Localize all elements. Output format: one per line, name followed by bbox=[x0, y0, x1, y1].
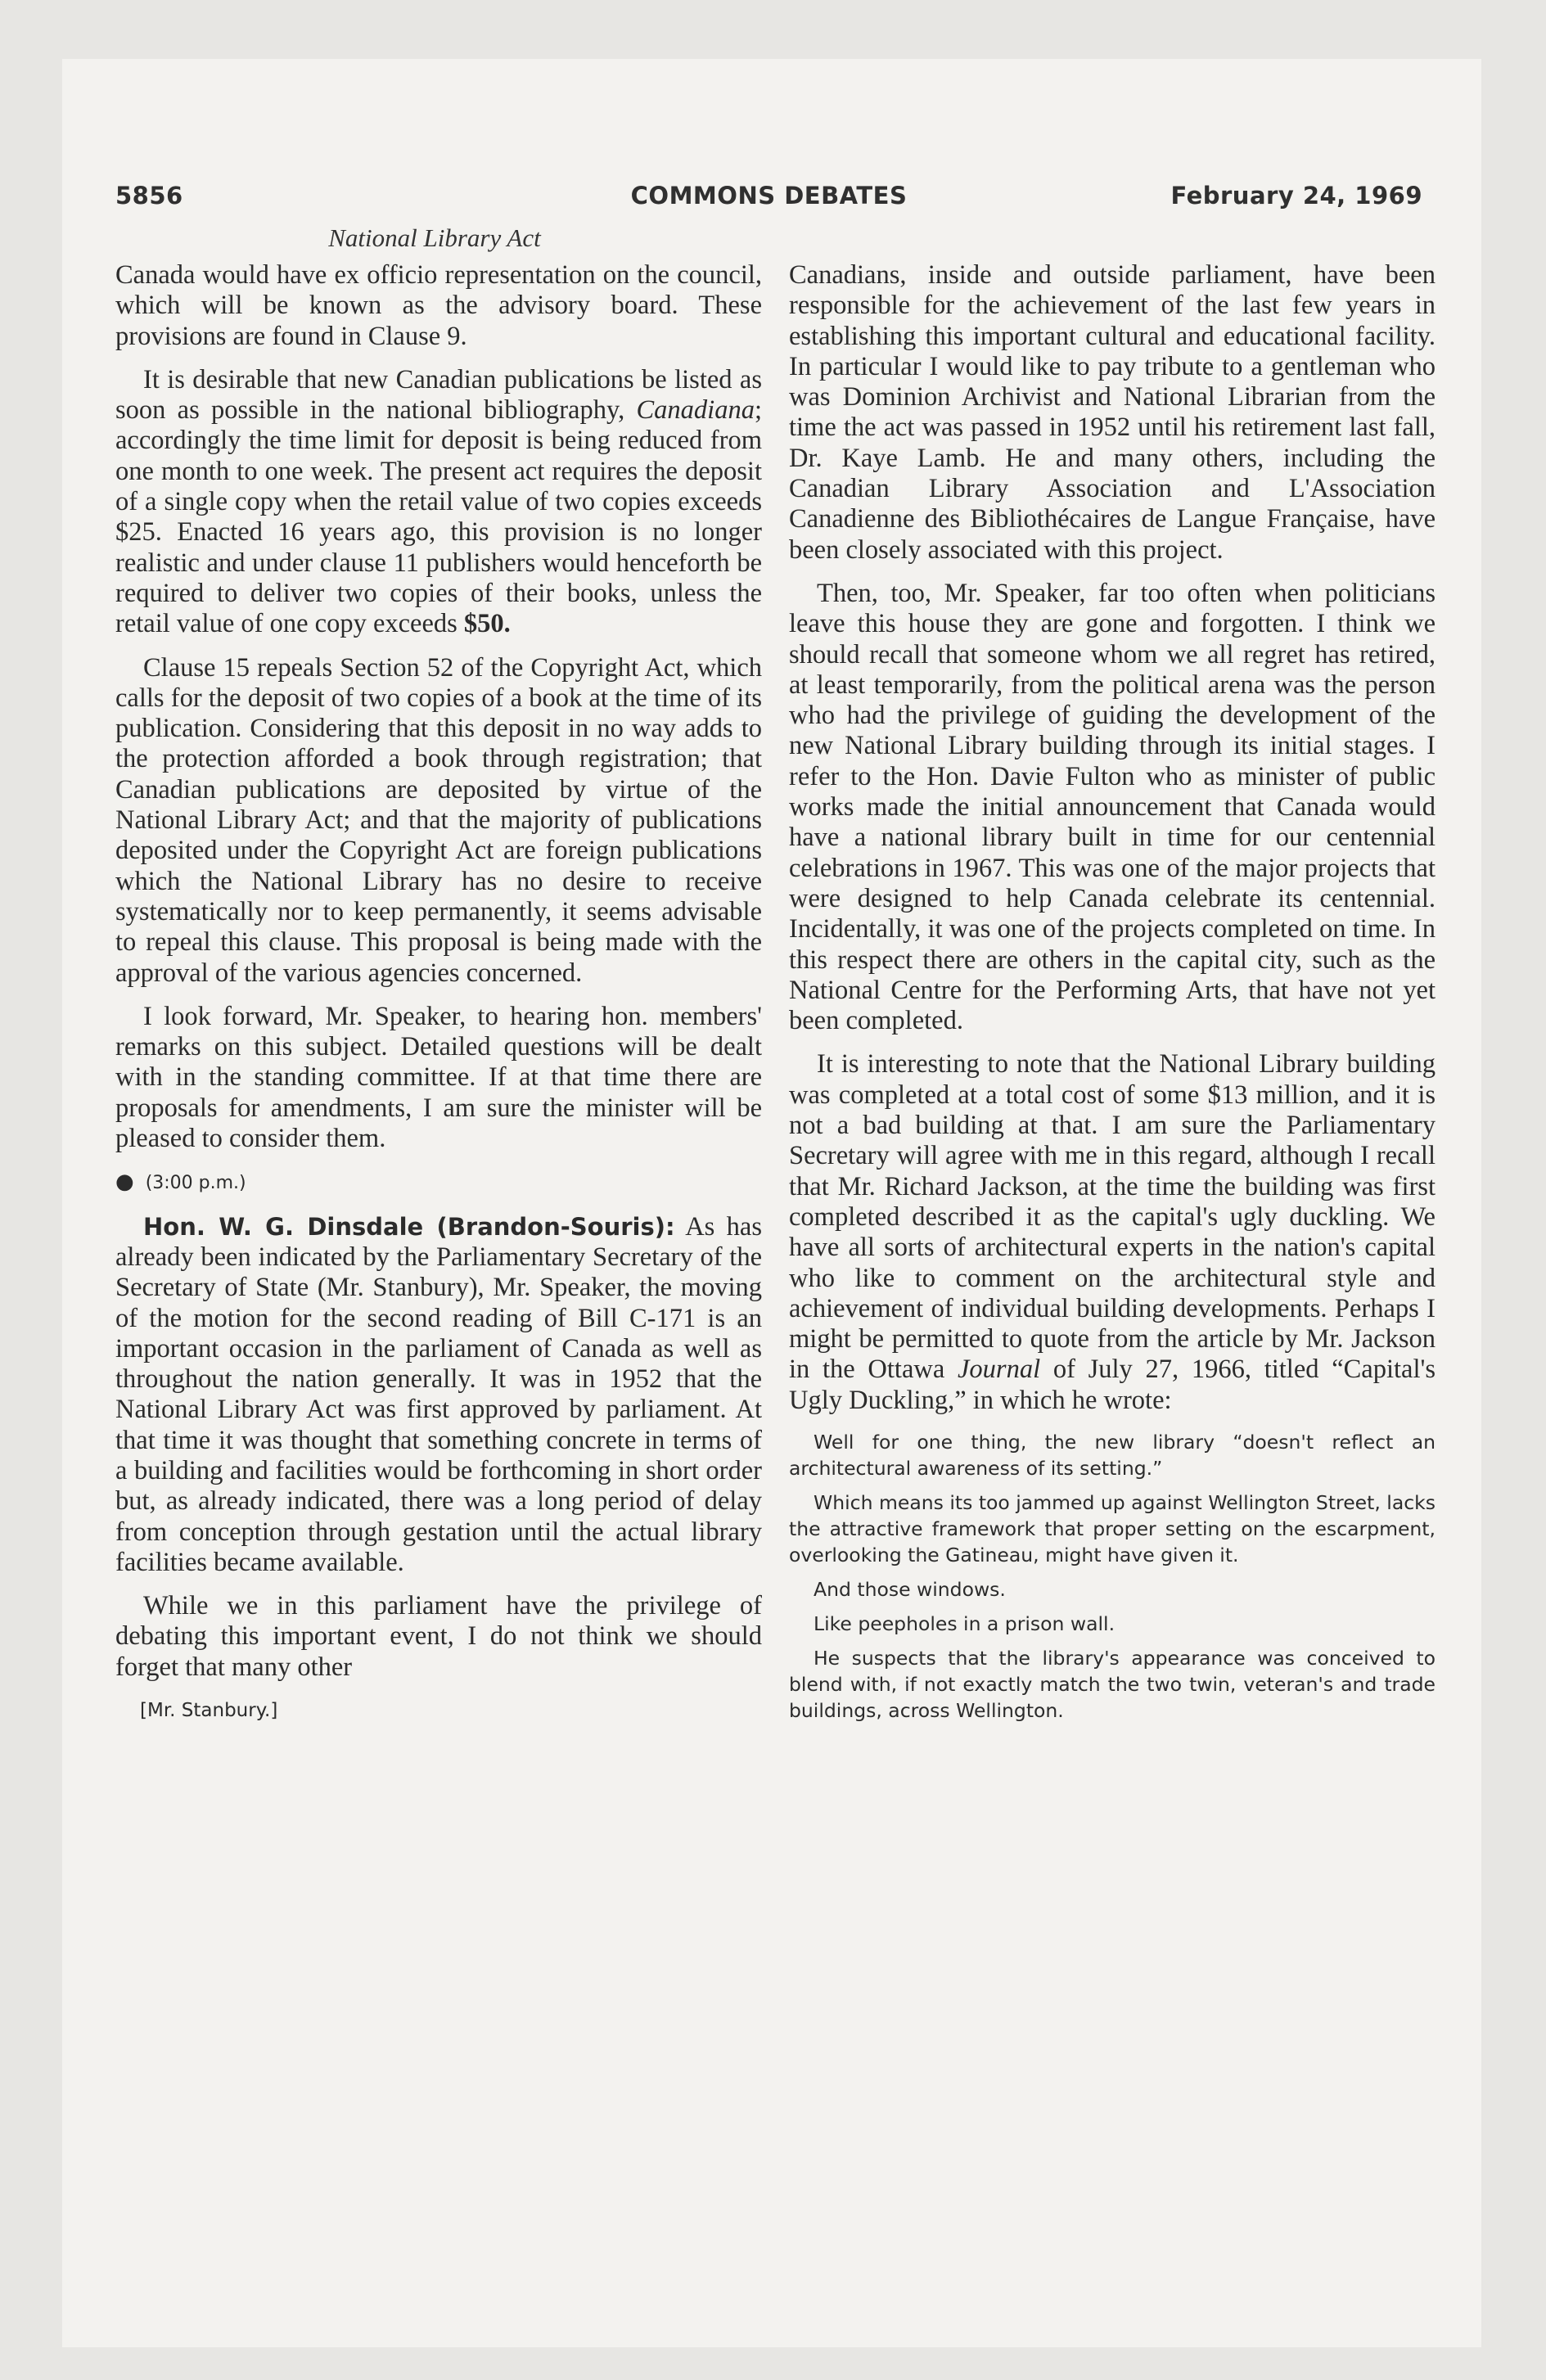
paragraph: While we in this parliament have the privilege of debating this important event, I do not think we should forget that many other bbox=[115, 1591, 762, 1682]
block-quote: Like peepholes in a prison wall. bbox=[814, 1611, 1116, 1635]
right-column bbox=[789, 260, 1436, 1732]
paragraph: It is desirable that new Canadian publications be listed as soon as possible in the national bibliography, Canadiana; accordingly the time limit for deposit is being reduced from one month to one week. The present act requires the deposit of a single copy when the retail value of two copies exceeds $25. Enacted 16 years ago, this provision is no longer realistic and under clause 11 publishers would henceforth be required to deliver two copies of their books, unless the retail value of one copy exceeds $50. bbox=[115, 364, 762, 639]
paragraph: Canadians, inside and outside parliament, have been responsible for the achievement of the last few years in establishing this important cultural and educational facility. In particular I would like to pay tribute to a gentleman who was Dominion Archivist and National Librarian from the time the act was passed in 1952 until his retirement last fall, Dr. Kaye Lamb. He and many others, including the Canadian Library Association and L'Association Canadienne des Bibliothécaires de Langue Française, have been closely associated with this project. bbox=[789, 260, 1436, 565]
page-date: February 24, 1969 bbox=[1170, 182, 1422, 210]
italic-title: Canadiana bbox=[636, 395, 755, 426]
italic-title: Journal bbox=[958, 1355, 1041, 1385]
paragraph: It is interesting to note that the National Library building was completed at a total cost of some $13 million, and it is not a bad building at that. I am sure the Parliamentary Secretary will agree with me in this regard, although I recall that Mr. Richard Jackson, at the time the building was first completed described it as the capital's ugly duckling. We have all sorts of architectural experts in the nation's capital who like to comment on the architectural style and achievement of individual building developments. Perhaps I might be permitted to quote from the article by Mr. Jackson in the Ottawa Journal of July 27, 1966, titled “Capital's Ugly Duckling,” in which he wrote: bbox=[789, 1049, 1436, 1415]
paragraph: Hon. W. G. Dinsdale (Brandon-Souris): As has already been indicated by the Parliamentary Secretary of the Secretary of State (Mr. Stanbury), Mr. Speaker, the moving of the motion for the second reading of Bill C-171 is an important occasion in the parliament of Canada as well as throughout the nation generally. It was in 1952 that the National Library Act was first approved by parliament. At that time it was thought that something concrete in terms of a building and facilities would be forthcoming in short order but, as already indicated, there was a long period of delay from conception through gestation until the actual library facilities became available. bbox=[115, 1211, 763, 1577]
page bbox=[62, 59, 1481, 2347]
block-quote: Which means its too jammed up against Wellington Street, lacks the attractive framework that proper setting on the escarpment, overlooking the Gatineau, might have given it. bbox=[789, 1490, 1436, 1566]
page-number: 5856 bbox=[115, 182, 183, 210]
paragraph: Clause 15 repeals Section 52 of the Copyright Act, which calls for the deposit of two copies of a book at the time of its publication. Considering that this deposit in no way adds to the protection afforded a book through registration; that Canadian publications are deposited by virtue of the National Library Act; and that the majority of publications deposited under the Copyright Act are foreign publications which the National Library has no desire to receive systematically nor to keep permanently, it seems advisable to repeal this clause. This proposal is being made with the approval of the various agencies concerned. bbox=[115, 652, 762, 988]
page-header bbox=[115, 182, 1422, 218]
left-column bbox=[115, 260, 762, 1739]
block-quote: He suspects that the library's appearance was conceived to blend with, if not exactly match the two twin, veteran's and trade buildings, across Wellington. bbox=[789, 1646, 1436, 1722]
timestamp: ● (3:00 p.m.) bbox=[115, 1170, 246, 1195]
footer-note: [Mr. Stanbury.] bbox=[140, 1700, 278, 1722]
paragraph: I look forward, Mr. Speaker, to hearing hon. members' remarks on this subject. Detailed questions will be dealt with in the standing committee. If at that time there are proposals for amendments, I am sure the minister will be pleased to consider them. bbox=[115, 1001, 762, 1154]
section-subheading: National Library Act bbox=[328, 223, 541, 252]
publication-title: COMMONS DEBATES bbox=[630, 182, 908, 210]
paragraph: Then, too, Mr. Speaker, far too often when politicians leave this house they are gone and forgotten. I think we should recall that someone whom we all regret has retired, at least temporarily, from the political arena was the person who had the privilege of guiding the development of the new National Library building through its initial stages. I refer to the Hon. Davie Fulton who as minister of public works made the initial announcement that Canada would have a national library built in time for our centennial celebrations in 1967. This was one of the major projects that were designed to help Canada celebrate its centennial. Incidentally, it was one of the projects completed on time. In this respect there are others in the capital city, such as the National Centre for the Performing Arts, that have not yet been completed. bbox=[789, 578, 1436, 1036]
bullet-icon: ● bbox=[115, 1170, 134, 1195]
speaker-name: Hon. W. G. Dinsdale (Brandon-Souris): bbox=[143, 1212, 675, 1241]
paragraph: Canada would have ex officio representation on the council, which will be known as the advisory board. These provisions are found in Clause 9. bbox=[115, 260, 762, 351]
block-quote: And those windows. bbox=[814, 1577, 1006, 1601]
block-quote: Well for one thing, the new library “doesn't reflect an architectural awareness of its setting.” bbox=[789, 1430, 1436, 1480]
